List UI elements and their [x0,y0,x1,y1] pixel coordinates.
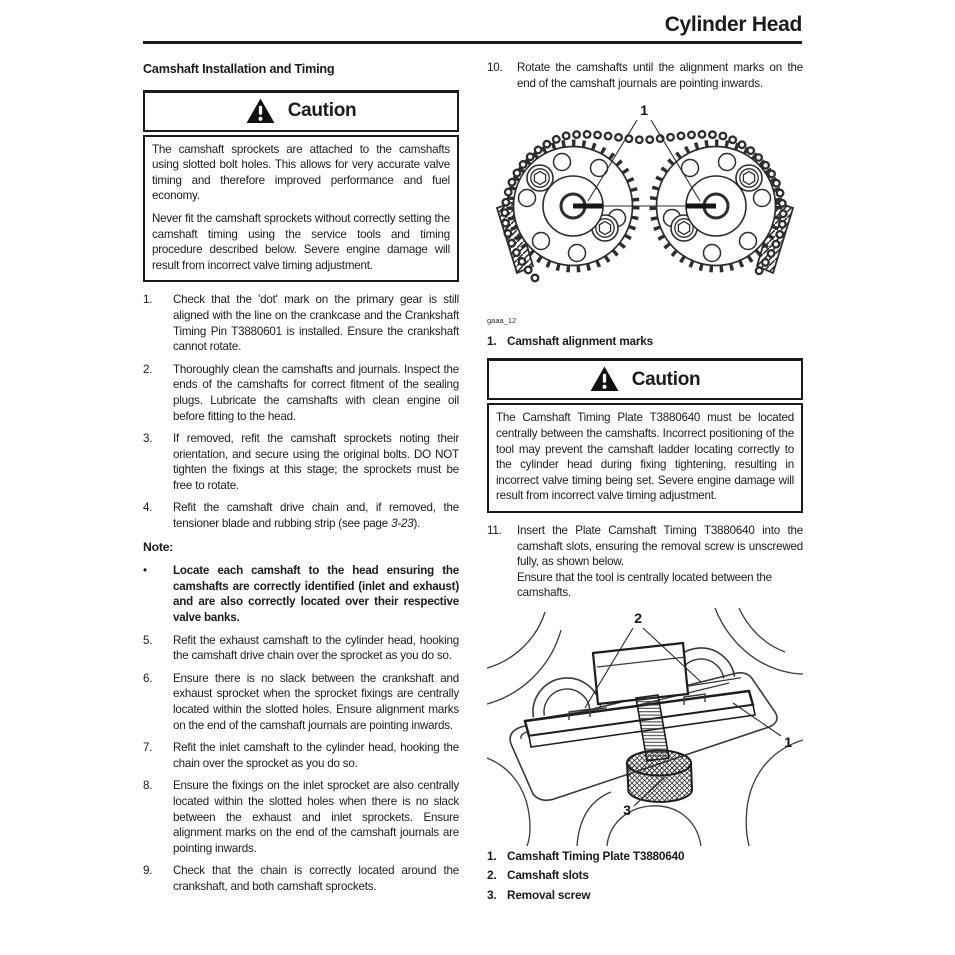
caption-text: Camshaft alignment marks [507,333,653,348]
step-text-post: ). [413,517,421,531]
caption-text: Camshaft slots [507,868,589,883]
step-number: 1. [143,293,153,307]
step-number: 6. [143,671,153,685]
caution-header [487,358,803,400]
callout-3-label: 3 [623,801,631,818]
step-item-10 [487,60,803,91]
step-item-11 [487,523,803,601]
step-text [173,500,459,531]
caution-paragraph: The Camshaft Timing Plate T3880640 must be located centrally between the camshafts. Incorrect positioning of the tool may prevent the camshaft ladder locating correctly to the cylinder head during fixing tightening, resulting in incorrect valve timing being set. Severe engine damage will result from incorrect valve timing adjustment. [496,411,794,503]
step-text: Ensure the fixings on the inlet sprocket are also centrally located within the slotted holes when there is no slack between the exhaust and inlet sprockets. Ensure alignment marks on the end of the camshaft journals are pointing inwards. [173,779,459,855]
step-item-1 [143,292,459,354]
page-reference: 3-23 [391,517,414,531]
figure2-caption-2 [487,867,803,884]
header-rule [143,41,802,44]
step-text: Ensure there is no slack between the crankshaft and exhaust sprocket when the sprocket fixings are centrally located within the slotted holes. Ensure alignment marks on the end of the camshaft journals are pointing inwards. [173,671,459,732]
step-text-pre: Refit the camshaft drive chain and, if removed, the tensioner blade and rubbing strip (see page [173,501,459,531]
caution-title: Caution [631,368,701,390]
callout-1-label: 1 [784,733,792,750]
bullet-glyph: • [143,564,147,578]
step-text [517,523,803,601]
step-item-9 [143,863,459,894]
right-column [487,60,803,906]
step-item-6 [143,671,459,733]
step-number: 8. [143,779,153,793]
caution-paragraph: The camshaft sprockets are attached to the camshafts using slotted bolt holes. This allows for very accurate valve timing and therefore improved performance and fuel economy. [152,142,450,203]
step-text: Check that the 'dot' mark on the primary gear is still aligned with the line on the crankcase and the Crankshaft Timing Pin T3880601 is installed. Ensure the crankshaft cannot rotate. [173,293,459,354]
left-column [143,60,459,902]
step-item-5 [143,633,459,664]
step-number: 10. [487,61,503,74]
caption-text: Removal screw [507,887,591,902]
step-item-8 [143,778,459,856]
step-text-line2: Ensure that the tool is centrally located between the camshafts. [517,570,772,600]
step-number: 3. [143,432,153,446]
step-text: If removed, refit the camshaft sprockets noting their orientation, and secure using the original bolts. DO NOT tighten the fixings at this stage; the sprockets must be free to rotate. [173,432,459,492]
step-number: 5. [143,633,153,647]
step-text: Refit the exhaust camshaft to the cylinder head, hooking the camshaft drive chain over the sprocket as you do so. [173,633,459,663]
page-title: Cylinder Head [664,13,802,36]
step-text: Check that the chain is correctly located around the crankshaft, and both camshaft sprockets. [173,864,459,893]
step-item-4 [143,500,459,531]
timing-plate-figure [487,608,803,846]
figure2-caption-3 [487,887,803,904]
warning-triangle-icon [590,366,619,392]
step-item-3 [143,431,459,493]
step-number: 9. [143,864,153,878]
step-item-2 [143,362,459,424]
timing-plate [525,643,755,747]
note-bullet-item [143,563,459,625]
step-number: 2. [143,362,153,376]
step-item-7 [143,740,459,771]
caption-text: Camshaft Timing Plate T3880640 [507,848,685,863]
figure-reference-code: gaaa_12 [487,316,517,326]
caution-paragraph: Never fit the camshaft sprockets without correctly setting the camshaft timing using the service tools and timing procedure described below. Severe engine damage will result from incorrect valve timing adjustment. [152,211,450,272]
step-number: 11. [487,523,502,537]
caution-body [143,135,459,283]
step-number: 7. [143,741,153,755]
camshaft-sprockets-figure [487,98,803,311]
section-title: Camshaft Installation and Timing [143,62,335,76]
step-text: Thoroughly clean the camshafts and journals. Inspect the ends of the camshafts for correct fitment of the sealing plugs. Lubricate the camshafts with clean engine oil before fitting to the head. [173,362,459,423]
figure2-caption-1 [487,848,803,865]
caution-box-2 [487,358,803,513]
step-text: Refit the inlet camshaft to the cylinder head, hooking the chain over the sprocket as you do so. [173,741,459,770]
caution-box-1 [143,90,459,283]
caption-number: 3. [487,887,497,902]
caption-number: 1. [487,848,497,863]
step-text: Rotate the camshafts until the alignment marks on the end of the camshaft journals are pointing inwards. [517,61,803,90]
caption-number: 2. [487,868,497,883]
step-number: 4. [143,501,153,515]
callout-2-label: 2 [634,609,642,626]
callout-1-label: 1 [640,102,648,119]
caution-body [487,403,803,513]
caption-number: 1. [487,333,497,348]
figure1-caption [487,334,803,350]
note-text: Locate each camshaft to the head ensuring the camshafts are correctly identified (inlet and exhaust) and are also correctly located over their respective valve banks. [173,564,459,625]
figure2-captions [487,848,803,904]
note-label: Note: [143,539,174,554]
step-text-line1: Insert the Plate Camshaft Timing T3880640 into the camshaft slots, ensuring the removal screw is unscrewed fully, as shown below. [517,523,803,569]
warning-triangle-icon [246,98,275,124]
caution-header [143,90,459,132]
caution-title: Caution [287,99,357,121]
